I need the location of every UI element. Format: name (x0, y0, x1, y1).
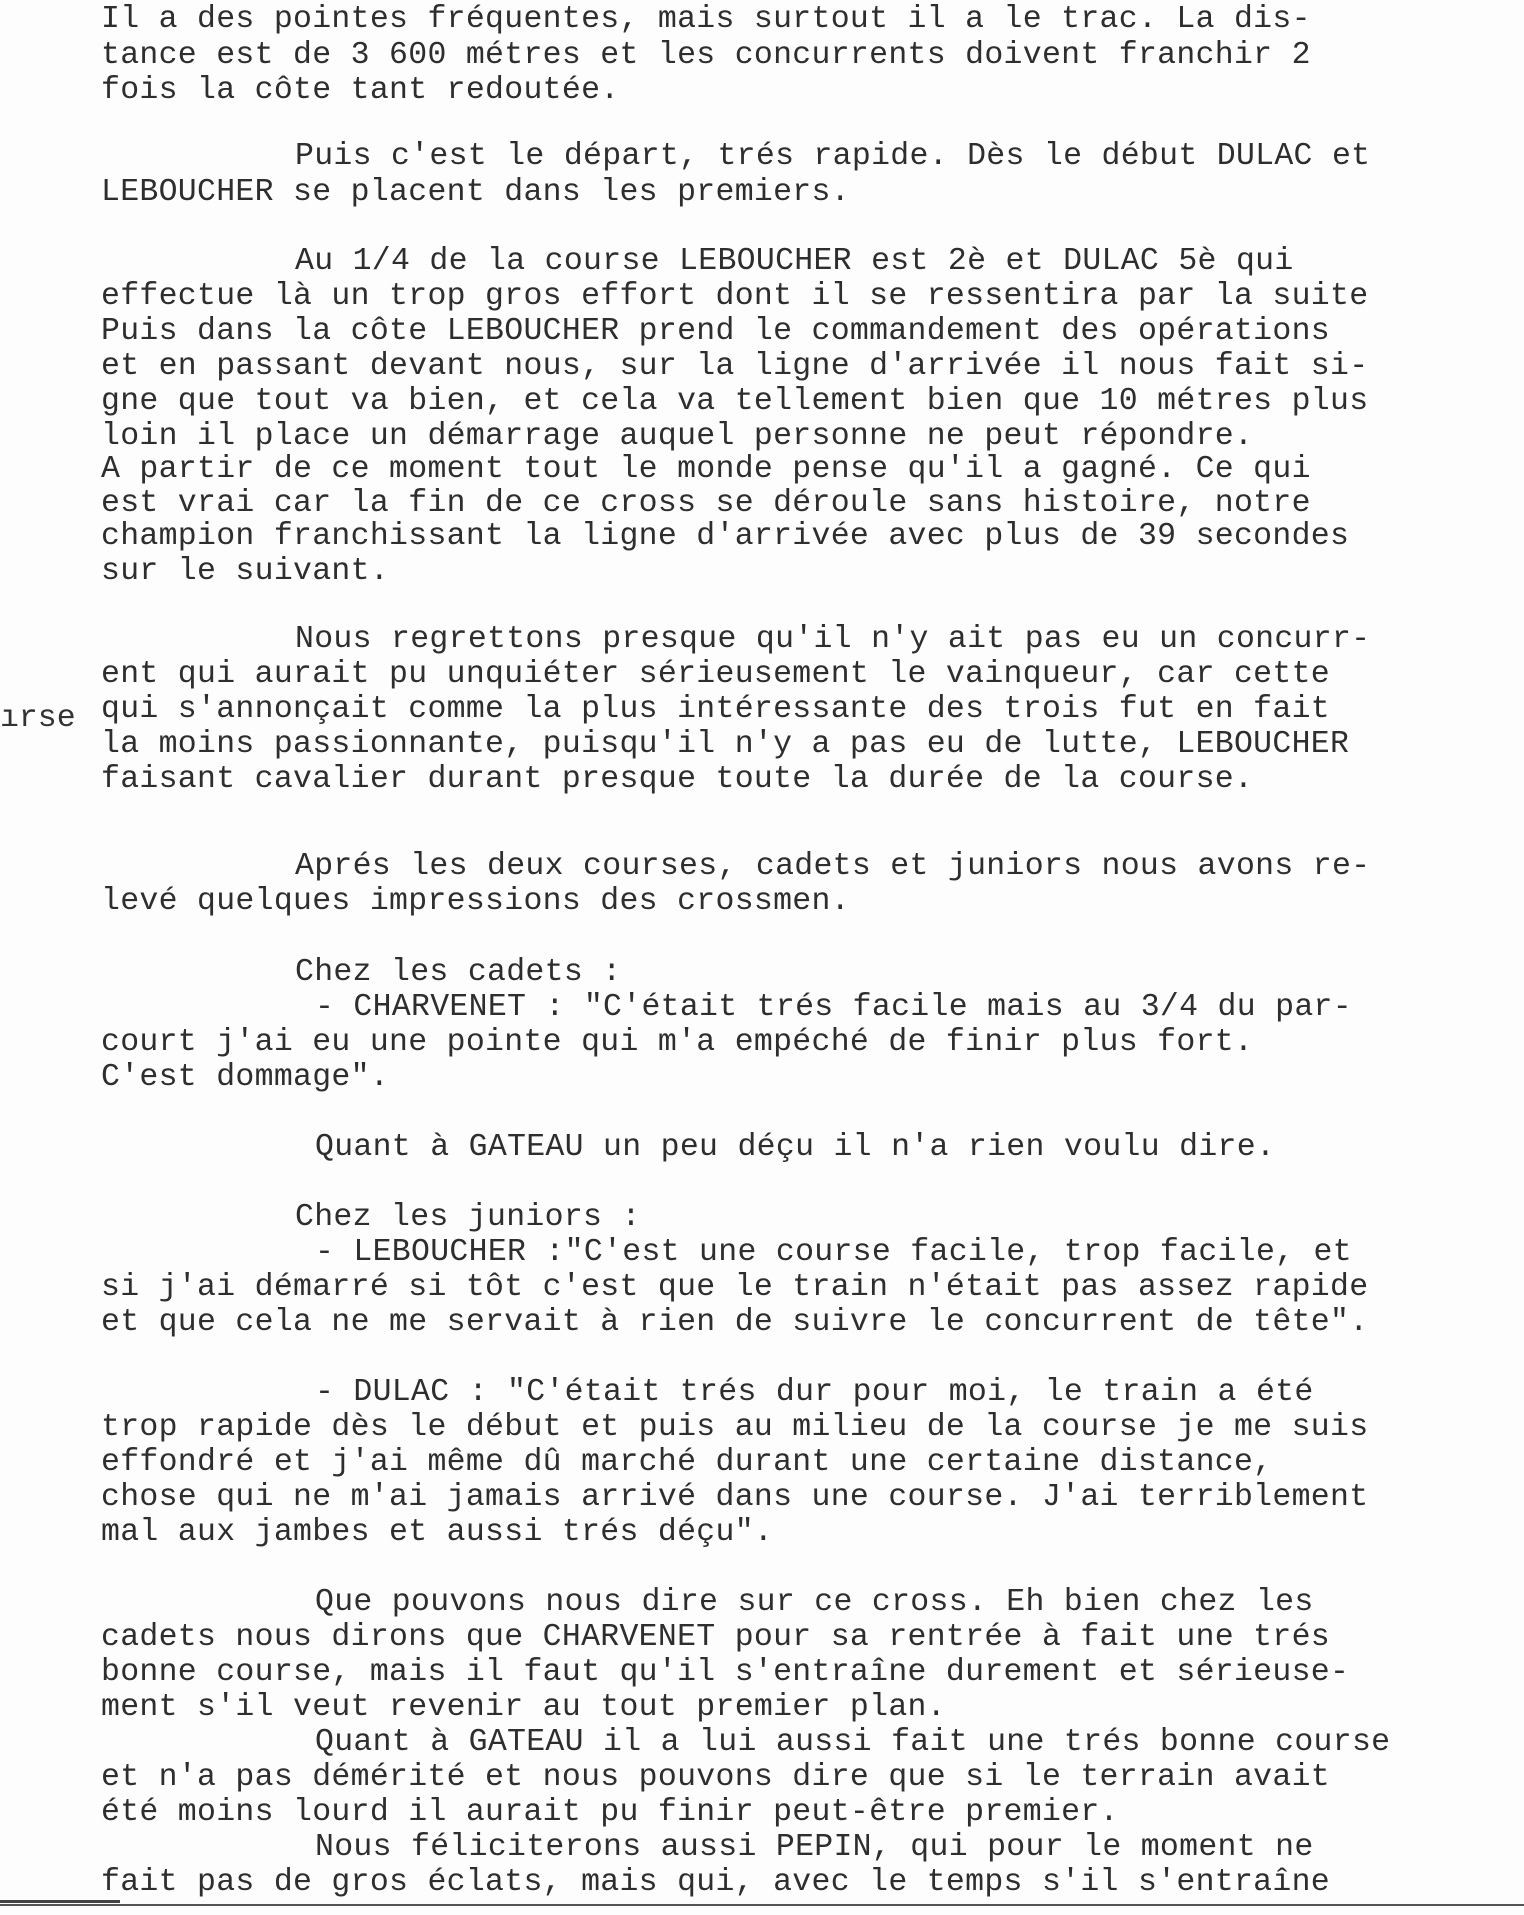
text-line: Puis c'est le départ, trés rapide. Dès le début DULAC et (295, 139, 1371, 174)
text-line: tance est de 3 600 métres et les concurrents doivent franchir 2 (101, 38, 1311, 73)
text-line: mal aux jambes et aussi trés déçu". (101, 1515, 774, 1550)
text-line: - LEBOUCHER :"C'est une course facile, trop facile, et (315, 1235, 1352, 1270)
text-line: qui s'annonçait comme la plus intéressante des trois fut en fait (101, 692, 1330, 727)
text-line: la moins passionnante, puisqu'il n'y a pas eu de lutte, LEBOUCHER (101, 727, 1350, 762)
text-line: chose qui ne m'ai jamais arrivé dans une course. J'ai terriblement (101, 1480, 1369, 1515)
text-line: si j'ai démarré si tôt c'est que le train n'était pas assez rapide (101, 1270, 1369, 1305)
text-line: levé quelques impressions des crossmen. (101, 884, 850, 919)
text-line: cadets nous dirons que CHARVENET pour sa rentrée à fait une trés (101, 1620, 1330, 1655)
text-line: été moins lourd il aurait pu finir peut-être premier. (101, 1795, 1119, 1830)
page-bottom-rule (0, 1904, 1524, 1906)
text-line: fait pas de gros éclats, mais qui, avec le temps s'il s'entraîne (101, 1865, 1330, 1900)
text-line: ent qui aurait pu unquiéter sérieusement le vainqueur, car cette (101, 657, 1330, 692)
text-line: Chez les juniors : (295, 1200, 641, 1235)
text-line: A partir de ce moment tout le monde pense qu'il a gagné. Ce qui (101, 452, 1311, 487)
text-line: et n'a pas démérité et nous pouvons dire que si le terrain avait (101, 1760, 1330, 1795)
text-line: Que pouvons nous dire sur ce cross. Eh bien chez les (315, 1585, 1314, 1620)
text-line: est vrai car la fin de ce cross se déroule sans histoire, notre (101, 486, 1311, 521)
text-line: bonne course, mais il faut qu'il s'entraîne durement et sérieuse- (101, 1655, 1350, 1690)
text-line: Chez les cadets : (295, 955, 622, 990)
text-line: Puis dans la côte LEBOUCHER prend le commandement des opérations (101, 314, 1330, 349)
margin-note: ırse (0, 701, 76, 736)
text-line: trop rapide dès le début et puis au milieu de la course je me suis (101, 1410, 1369, 1445)
text-line: sur le suivant. (101, 554, 390, 589)
text-line: Il a des pointes fréquentes, mais surtout il a le trac. La dis- (101, 2, 1311, 37)
text-line: champion franchissant la ligne d'arrivée avec plus de 39 secondes (101, 519, 1350, 554)
page-edge-mark (0, 1900, 120, 1903)
text-line: - DULAC : "C'était trés dur pour moi, le train a été (315, 1375, 1314, 1410)
text-line: effectue là un trop gros effort dont il se ressentira par la suite (101, 279, 1369, 314)
text-line: effondré et j'ai même dû marché durant une certaine distance, (101, 1445, 1273, 1480)
text-line: court j'ai eu une pointe qui m'a empéché de finir plus fort. (101, 1025, 1254, 1060)
text-line: Quant à GATEAU un peu déçu il n'a rien voulu dire. (315, 1130, 1276, 1165)
text-line: et que cela ne me servait à rien de suivre le concurrent de tête". (101, 1305, 1369, 1340)
text-line: - CHARVENET : "C'était trés facile mais au 3/4 du par- (315, 990, 1352, 1025)
text-line: loin il place un démarrage auquel personne ne peut répondre. (101, 419, 1254, 454)
text-line: faisant cavalier durant presque toute la durée de la course. (101, 762, 1254, 797)
text-line: fois la côte tant redoutée. (101, 73, 620, 108)
text-line: ment s'il veut revenir au tout premier plan. (101, 1690, 946, 1725)
text-line: Nous regrettons presque qu'il n'y ait pas eu un concurr- (295, 622, 1371, 657)
text-line: Au 1/4 de la course LEBOUCHER est 2è et DULAC 5è qui (295, 244, 1294, 279)
text-line: gne que tout va bien, et cela va tellement bien que 10 métres plus (101, 384, 1369, 419)
text-line: et en passant devant nous, sur la ligne d'arrivée il nous fait si- (101, 349, 1369, 384)
text-line: Nous féliciterons aussi PEPIN, qui pour le moment ne (315, 1830, 1314, 1865)
text-line: Quant à GATEAU il a lui aussi fait une trés bonne course (315, 1725, 1391, 1760)
text-line: C'est dommage". (101, 1060, 390, 1095)
text-line: LEBOUCHER se placent dans les premiers. (101, 175, 850, 210)
text-line: Aprés les deux courses, cadets et juniors nous avons re- (295, 849, 1371, 884)
